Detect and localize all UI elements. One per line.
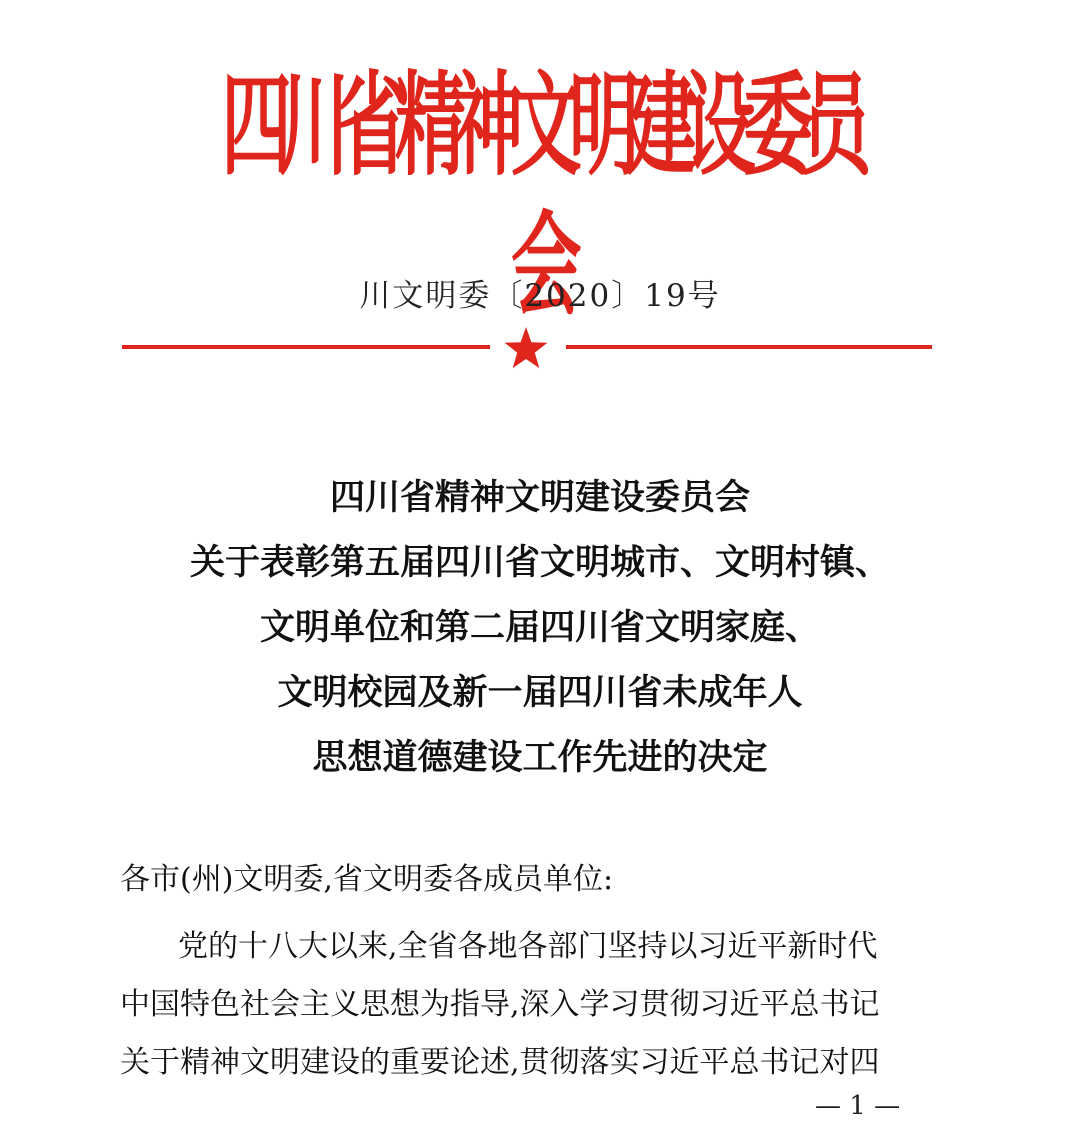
- document-number: 川文明委〔2020〕19号: [359, 278, 721, 314]
- title-line: 思想道德建设工作先进的决定: [312, 738, 768, 778]
- masthead-organization: 四川省精神文明建设委员会: [221, 61, 859, 331]
- body-line: 关于精神文明建设的重要论述,贯彻落实习近平总书记对四: [120, 1045, 880, 1080]
- body-paragraph: [120, 918, 940, 1092]
- divider-right: [566, 345, 932, 349]
- salutation: 各市(州)文明委,省文明委各成员单位:: [120, 862, 614, 897]
- divider-left: [122, 345, 490, 349]
- document-title: [0, 466, 1080, 791]
- star-icon: [503, 326, 549, 370]
- page-number: — 1 —: [815, 1091, 901, 1121]
- title-line: 四川省精神文明建设委员会: [329, 478, 750, 518]
- title-line: 文明校园及新一届四川省未成年人: [277, 673, 803, 713]
- title-line: 关于表彰第五届四川省文明城市、文明村镇、: [189, 543, 890, 583]
- body-line: 党的十八大以来,全省各地各部门坚持以习近平新时代: [178, 929, 878, 964]
- star-shape: [505, 327, 548, 368]
- title-line: 文明单位和第二届四川省文明家庭、: [259, 608, 820, 648]
- body-line: 中国特色社会主义思想为指导,深入学习贯彻习近平总书记: [120, 987, 880, 1022]
